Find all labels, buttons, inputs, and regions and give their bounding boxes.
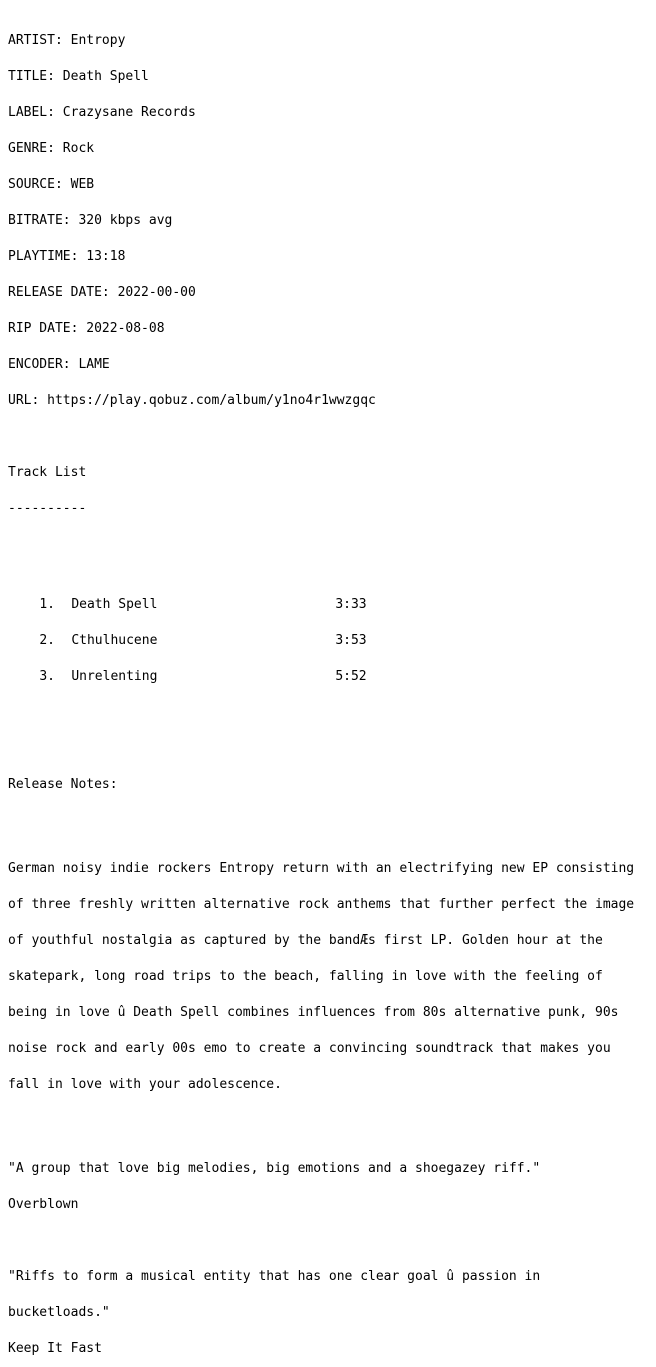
track-number: 2. xyxy=(39,633,55,648)
notes-paragraph-line: of three freshly written alternative rock anthems that further perfect the image xyxy=(8,897,635,912)
track-title: Unrelenting xyxy=(71,669,158,684)
track-title: Death Spell xyxy=(71,597,158,612)
notes-paragraph-line: fall in love with your adolescence. xyxy=(8,1077,282,1092)
notes-paragraph-line: noise rock and early 00s emo to create a convincing soundtrack that makes you xyxy=(8,1041,611,1056)
track-row xyxy=(8,587,652,612)
track-title: Cthulhucene xyxy=(71,633,158,648)
track-number: 1. xyxy=(39,597,55,612)
track-duration: 3:33 xyxy=(335,597,367,612)
spacer xyxy=(8,815,652,827)
tracklist-underline: ---------- xyxy=(8,501,87,516)
url-line: URL: https://play.qobuz.com/album/y1no4r1wwzgqc xyxy=(8,393,376,408)
encoder-line: ENCODER: LAME xyxy=(8,357,110,372)
tracklist-heading: Track List xyxy=(8,465,87,480)
review-quote: "A group that love big melodies, big emotions and a shoegazey riff." xyxy=(8,1161,541,1176)
review-source: Keep It Fast xyxy=(8,1341,102,1356)
title-line: TITLE: Death Spell xyxy=(8,69,149,84)
label-line: LABEL: Crazysane Records xyxy=(8,105,196,120)
notes-paragraph-line: skatepark, long road trips to the beach, falling in love with the feeling of xyxy=(8,969,603,984)
spacer xyxy=(8,539,652,551)
notes-paragraph-line: being in love û Death Spell combines influences from 80s alternative punk, 90s xyxy=(8,1005,619,1020)
spacer xyxy=(8,707,652,719)
review-source: Overblown xyxy=(8,1197,79,1212)
track-duration: 5:52 xyxy=(335,669,367,684)
release-notes-heading: Release Notes: xyxy=(8,777,118,792)
spacer xyxy=(8,431,652,443)
track-number: 3. xyxy=(39,669,55,684)
track-row xyxy=(8,659,652,684)
playtime-line: PLAYTIME: 13:18 xyxy=(8,249,126,264)
notes-paragraph-line: of youthful nostalgia as captured by the bandÆs first LP. Golden hour at the xyxy=(8,933,603,948)
bitrate-line: BITRATE: 320 kbps avg xyxy=(8,213,173,228)
rip-date-line: RIP DATE: 2022-08-08 xyxy=(8,321,165,336)
source-line: SOURCE: WEB xyxy=(8,177,95,192)
spacer xyxy=(8,1235,652,1247)
spacer xyxy=(8,1127,652,1139)
artist-line: ARTIST: Entropy xyxy=(8,33,126,48)
track-duration: 3:53 xyxy=(335,633,367,648)
nfo-document xyxy=(8,11,652,1367)
track-row xyxy=(8,623,652,648)
review-quote: "Riffs to form a musical entity that has one clear goal û passion in xyxy=(8,1269,541,1284)
release-date-line: RELEASE DATE: 2022-00-00 xyxy=(8,285,196,300)
review-quote: bucketloads." xyxy=(8,1305,110,1320)
spacer xyxy=(8,743,652,755)
notes-paragraph-line: German noisy indie rockers Entropy return with an electrifying new EP consisting xyxy=(8,861,635,876)
genre-line: GENRE: Rock xyxy=(8,141,95,156)
